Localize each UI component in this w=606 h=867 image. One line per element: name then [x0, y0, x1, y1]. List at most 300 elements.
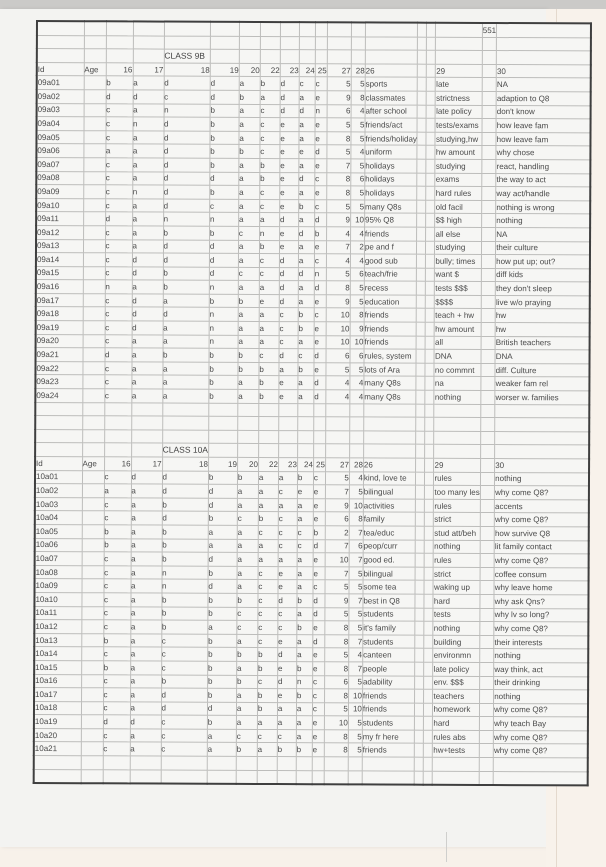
q27-score [327, 159, 351, 173]
student-id [34, 592, 81, 606]
q26-text [363, 553, 416, 567]
age-cell [82, 538, 104, 552]
student-id-text: 09a12 [37, 227, 60, 237]
empty-cell [415, 648, 424, 662]
answer-cell-text: a [259, 310, 265, 320]
q27-score [327, 199, 351, 213]
q26-text [364, 322, 417, 336]
empty-cell [417, 146, 426, 160]
empty-cell [131, 430, 162, 444]
q28-score-text: 6 [358, 351, 364, 361]
answer-cell-text: a [258, 500, 264, 510]
q26-text [365, 132, 418, 146]
answer-cell [208, 471, 237, 485]
q30-text-text: nothing is wrong [496, 202, 555, 212]
answer-cell-text: b [207, 717, 213, 727]
q29-text-text: too many les [434, 487, 480, 497]
q30-text-text: why come Q8? [494, 515, 549, 525]
q28-score-text: 7 [357, 596, 363, 606]
answer-cell [161, 593, 207, 607]
col-header-27-text: 27 [341, 65, 351, 75]
q29-text [435, 159, 481, 173]
answer-cell-text: a [299, 160, 304, 170]
answer-cell [259, 362, 279, 376]
empty-cell [424, 649, 433, 663]
age-cell [83, 280, 105, 294]
answer-cell-text: d [279, 269, 285, 279]
col-header-25 [315, 63, 327, 77]
empty-cell [426, 336, 435, 350]
q26-text [363, 539, 416, 553]
q27-score [324, 702, 348, 716]
answer-cell [237, 539, 258, 553]
q26-text-text: bilingual [363, 568, 393, 579]
answer-cell-text: b [162, 527, 167, 537]
q28-score [349, 539, 363, 553]
answer-cell [298, 376, 314, 390]
answer-cell-text: b [258, 514, 264, 524]
answer-cell-text: a [278, 500, 284, 510]
q28-score-text: 8 [360, 93, 365, 103]
answer-cell-text: a [299, 120, 304, 130]
answer-cell [314, 254, 326, 268]
answer-cell-text: c [314, 310, 319, 320]
answer-cell-text: e [297, 487, 303, 497]
empty-cell [417, 213, 426, 227]
answer-cell [298, 295, 314, 309]
answer-cell-text: e [315, 160, 320, 170]
answer-cell-text: e [312, 731, 318, 741]
answer-cell [131, 498, 162, 512]
answer-cell [280, 104, 299, 118]
answer-cell [209, 226, 238, 240]
answer-cell-text: a [239, 119, 244, 129]
q27-score [325, 512, 349, 526]
q28-score [349, 526, 363, 540]
empty-cell [416, 485, 425, 499]
answer-cell-text: b [163, 282, 168, 292]
q30-text-text: coffee consum [494, 569, 547, 579]
age-cell [82, 375, 104, 389]
answer-cell [133, 117, 164, 131]
empty-cell [479, 730, 493, 744]
answer-cell [314, 227, 326, 241]
empty-cell [424, 757, 433, 771]
answer-cell-text: b [298, 364, 303, 374]
answer-cell [210, 185, 239, 199]
q28-score-text: 4 [357, 650, 363, 660]
q29-text [434, 526, 480, 540]
q26-text-text: friends [364, 324, 389, 334]
answer-cell [163, 212, 209, 226]
q29-text [434, 349, 480, 363]
answer-cell-text: b [208, 609, 213, 619]
answer-cell-text: a [299, 92, 305, 102]
q26-text-text: classmates [365, 93, 406, 103]
answer-cell [104, 375, 131, 389]
empty-cell [351, 36, 365, 50]
answer-cell-text: e [279, 228, 285, 238]
answer-cell-text: b [208, 649, 213, 659]
q30-text-text: their culture [496, 243, 539, 253]
answer-cell [280, 131, 299, 145]
q28-score [349, 648, 363, 662]
col-header-20-text: 20 [249, 459, 258, 469]
empty-cell [482, 173, 496, 187]
answer-cell-text: e [315, 92, 321, 103]
empty-cell [207, 756, 236, 770]
answer-cell [131, 525, 162, 539]
answer-cell [278, 539, 297, 553]
q30-text-text: why come Q8? [494, 705, 548, 715]
empty-cell [35, 416, 82, 430]
answer-cell [164, 104, 210, 118]
student-id-text: 09a15 [36, 268, 60, 278]
col-header-19 [210, 63, 239, 77]
q27-score [327, 91, 351, 105]
answer-cell-text: a [132, 173, 138, 183]
answer-cell [237, 525, 258, 539]
q27-score-text: 9 [343, 596, 349, 606]
answer-cell [105, 131, 132, 145]
empty-cell [424, 621, 433, 635]
answer-cell-text: a [260, 92, 266, 102]
answer-cell-text: d [313, 595, 318, 605]
answer-cell-text: c [161, 663, 166, 673]
empty-cell [424, 744, 433, 758]
answer-cell [297, 566, 313, 580]
answer-cell [103, 661, 130, 675]
q27-score-text: 4 [345, 256, 350, 266]
answer-cell [162, 362, 208, 376]
q28-score [350, 322, 364, 336]
answer-cell-text: a [207, 745, 213, 755]
empty-cell [327, 50, 351, 64]
empty-cell [417, 309, 426, 323]
empty-cell [257, 757, 277, 771]
answer-cell [105, 212, 132, 226]
answer-cell-text: a [132, 282, 137, 292]
q30-text [495, 309, 589, 323]
q30-text [494, 676, 588, 690]
q29-text [434, 540, 480, 554]
q27-score [325, 662, 349, 676]
q30-text-text: don't know [496, 107, 535, 117]
answer-cell-text: c [105, 323, 110, 333]
empty-cell [238, 403, 259, 417]
answer-cell-text: c [161, 717, 166, 727]
answer-cell-text: d [163, 173, 169, 183]
answer-cell [104, 389, 131, 403]
answer-cell-text: c [104, 377, 109, 387]
age-cell [83, 239, 105, 253]
q30-text [495, 282, 589, 296]
answer-cell-text: a [297, 555, 302, 565]
q29-text [433, 635, 479, 649]
answer-cell [162, 498, 208, 512]
answer-cell [237, 621, 258, 635]
answer-cell [103, 606, 130, 620]
answer-cell [239, 104, 260, 118]
q28-score-text: 2 [359, 242, 364, 252]
q28-score-text: 5 [357, 568, 363, 578]
empty-cell [424, 608, 433, 622]
answer-cell [279, 322, 298, 336]
empty-cell [436, 23, 482, 37]
answer-cell [258, 471, 278, 485]
answer-cell-text: e [278, 582, 283, 592]
q29-text-text: hw amount [435, 324, 475, 334]
answer-cell-text: c [106, 119, 111, 129]
answer-cell [103, 593, 130, 607]
col-header-f14 [418, 64, 427, 78]
student-id-text: 09a10 [37, 200, 60, 210]
answer-cell [296, 702, 312, 716]
empty-cell [277, 757, 296, 771]
q28-score-text: 4 [358, 473, 363, 483]
answer-cell-text: c [104, 567, 109, 577]
answer-cell [105, 226, 132, 240]
q26-text-text: good ed. [363, 555, 395, 565]
col-header-17 [133, 63, 164, 77]
answer-cell-text: a [130, 731, 135, 741]
q27-score [325, 526, 349, 540]
answer-cell [237, 485, 258, 499]
col-header-27-text: 27 [340, 460, 349, 470]
q30-text-text: why come Q8? [494, 555, 549, 566]
answer-cell [312, 702, 324, 716]
student-id-text: 09a06 [37, 146, 60, 156]
answer-cell-text: d [279, 283, 285, 293]
student-id [36, 239, 83, 253]
answer-cell-text: a [131, 554, 136, 564]
answer-cell-text: c [257, 677, 263, 687]
student-id [35, 484, 82, 498]
answer-cell [298, 254, 314, 268]
q30-text [496, 200, 590, 214]
empty-cell [424, 662, 433, 676]
q28-score-text: 5 [359, 283, 364, 293]
survey-table [33, 20, 592, 787]
answer-cell [277, 702, 296, 716]
empty-cell [481, 309, 495, 323]
answer-cell [280, 172, 299, 186]
q26-text [362, 716, 415, 730]
answer-cell-text: e [279, 242, 285, 252]
answer-cell-text: c [105, 187, 110, 197]
empty-cell [426, 132, 435, 146]
q26-text-text: best in Q8 [363, 596, 400, 606]
answer-cell-text: a [238, 242, 244, 252]
empty-cell [365, 50, 418, 64]
empty-cell [479, 703, 493, 717]
answer-cell [105, 239, 132, 253]
col-header-Age [82, 457, 104, 471]
answer-cell-text: b [209, 350, 214, 360]
q29-text-text: $$ high [435, 215, 462, 225]
answer-cell [299, 172, 315, 186]
answer-cell-text: b [237, 473, 243, 483]
answer-cell-text: d [299, 174, 304, 184]
empty-cell [415, 689, 424, 703]
answer-cell [312, 689, 324, 703]
answer-cell [280, 91, 299, 105]
answer-cell-text: c [237, 609, 242, 619]
q28-score-text: 6 [359, 174, 365, 184]
empty-cell [208, 444, 237, 458]
q26-text-text: recess [364, 283, 389, 293]
empty-cell [482, 132, 496, 146]
q27-score [324, 689, 348, 703]
answer-cell [259, 213, 279, 227]
answer-cell [210, 158, 239, 172]
q26-text [363, 594, 416, 608]
answer-cell-text: c [104, 391, 109, 401]
age-cell [81, 674, 103, 688]
answer-cell [130, 674, 161, 688]
empty-cell [417, 254, 426, 268]
answer-cell-text: c [105, 173, 110, 183]
q27-score-text: 5 [344, 364, 350, 375]
answer-cell-text: e [314, 337, 319, 347]
q30-text-text: why lv so long? [494, 610, 550, 620]
empty-cell [259, 403, 279, 417]
answer-cell [299, 186, 315, 200]
answer-cell-text: b [260, 79, 266, 89]
answer-cell-text: b [207, 677, 213, 687]
empty-cell [327, 36, 351, 50]
answer-cell [237, 607, 258, 621]
answer-cell [104, 538, 131, 552]
answer-cell-text: d [130, 717, 135, 727]
q28-score [349, 621, 363, 635]
answer-cell [298, 349, 314, 363]
q27-score [326, 295, 350, 309]
q29-text [433, 581, 479, 595]
q28-score [351, 118, 365, 132]
answer-cell-text: d [131, 472, 136, 482]
answer-cell [237, 553, 258, 567]
answer-cell [296, 716, 312, 730]
answer-cell-text: n [209, 282, 215, 292]
answer-cell-text: c [258, 636, 263, 646]
answer-cell [260, 104, 280, 118]
q28-score [351, 186, 365, 200]
q29-text-text: nothing [434, 392, 462, 402]
answer-cell-text: c [105, 241, 110, 251]
q30-text-text: react, handling [496, 161, 550, 171]
answer-cell [260, 145, 280, 159]
class-title [164, 49, 210, 63]
answer-cell-text: e [312, 718, 318, 728]
q26-text-text: friends [362, 745, 387, 755]
q30-text-text: nothing [495, 474, 522, 484]
answer-cell-text: e [313, 623, 318, 633]
answer-cell-text: n [163, 214, 169, 224]
answer-cell-text: a [298, 256, 304, 266]
answer-cell [131, 484, 162, 498]
answer-cell [104, 498, 131, 512]
student-id [36, 321, 83, 335]
student-id [35, 389, 82, 403]
answer-cell-text: a [297, 609, 302, 619]
answer-cell [210, 145, 239, 159]
empty-cell [479, 771, 493, 785]
q30-text [494, 608, 588, 622]
answer-cell-text: a [131, 527, 136, 537]
q28-score [349, 485, 363, 499]
answer-cell-text: a [162, 391, 168, 401]
answer-cell [133, 76, 164, 90]
empty-cell [424, 703, 433, 717]
empty-cell [495, 418, 589, 432]
answer-cell-text: d [163, 255, 168, 265]
answer-cell [131, 552, 162, 566]
empty-cell [239, 50, 260, 64]
answer-cell-text: d [163, 133, 169, 143]
empty-cell [365, 37, 418, 51]
answer-cell [105, 348, 132, 362]
q28-score [350, 349, 364, 363]
q28-score-text: 4 [360, 106, 365, 116]
student-id-text: 10a21 [34, 744, 58, 754]
q26-text [363, 567, 416, 581]
answer-cell [161, 688, 207, 702]
empty-cell [365, 22, 418, 36]
answer-cell [209, 213, 238, 227]
q27-score-text: 8 [343, 636, 349, 646]
empty-cell [425, 540, 434, 554]
student-id-text: 10a13 [35, 635, 58, 645]
col-header-28-text: 28 [355, 65, 365, 76]
answer-cell [238, 281, 259, 295]
answer-cell [315, 131, 327, 145]
answer-cell-text: a [296, 704, 302, 714]
answer-cell [161, 675, 207, 689]
answer-cell [279, 267, 298, 281]
empty-cell [480, 513, 494, 527]
col-header-20 [237, 457, 258, 471]
answer-cell-text: n [315, 106, 320, 116]
answer-cell [237, 580, 258, 594]
q26-text [363, 512, 416, 526]
q29-text [435, 173, 481, 187]
student-id-text: 10a10 [35, 594, 58, 604]
empty-cell [350, 431, 364, 445]
answer-cell-text: b [103, 635, 109, 645]
empty-cell [325, 444, 349, 458]
col-header-30 [496, 64, 590, 78]
q26-text-text: friends [362, 691, 387, 701]
answer-cell [133, 90, 164, 104]
empty-cell [416, 431, 425, 445]
empty-cell [238, 417, 259, 431]
answer-cell-text: a [131, 391, 137, 401]
col-header-16 [106, 63, 133, 77]
answer-cell [104, 525, 131, 539]
answer-cell-text: c [105, 255, 110, 265]
answer-cell-text: c [103, 622, 108, 632]
empty-cell [417, 281, 426, 295]
answer-cell [239, 145, 260, 159]
empty-cell [348, 757, 362, 771]
answer-cell [239, 186, 260, 200]
answer-cell-text: a [130, 690, 136, 700]
empty-cell [482, 146, 496, 160]
empty-cell [427, 105, 436, 119]
q30-text-text: weaker fam rel [495, 379, 549, 389]
answer-cell [131, 471, 162, 485]
